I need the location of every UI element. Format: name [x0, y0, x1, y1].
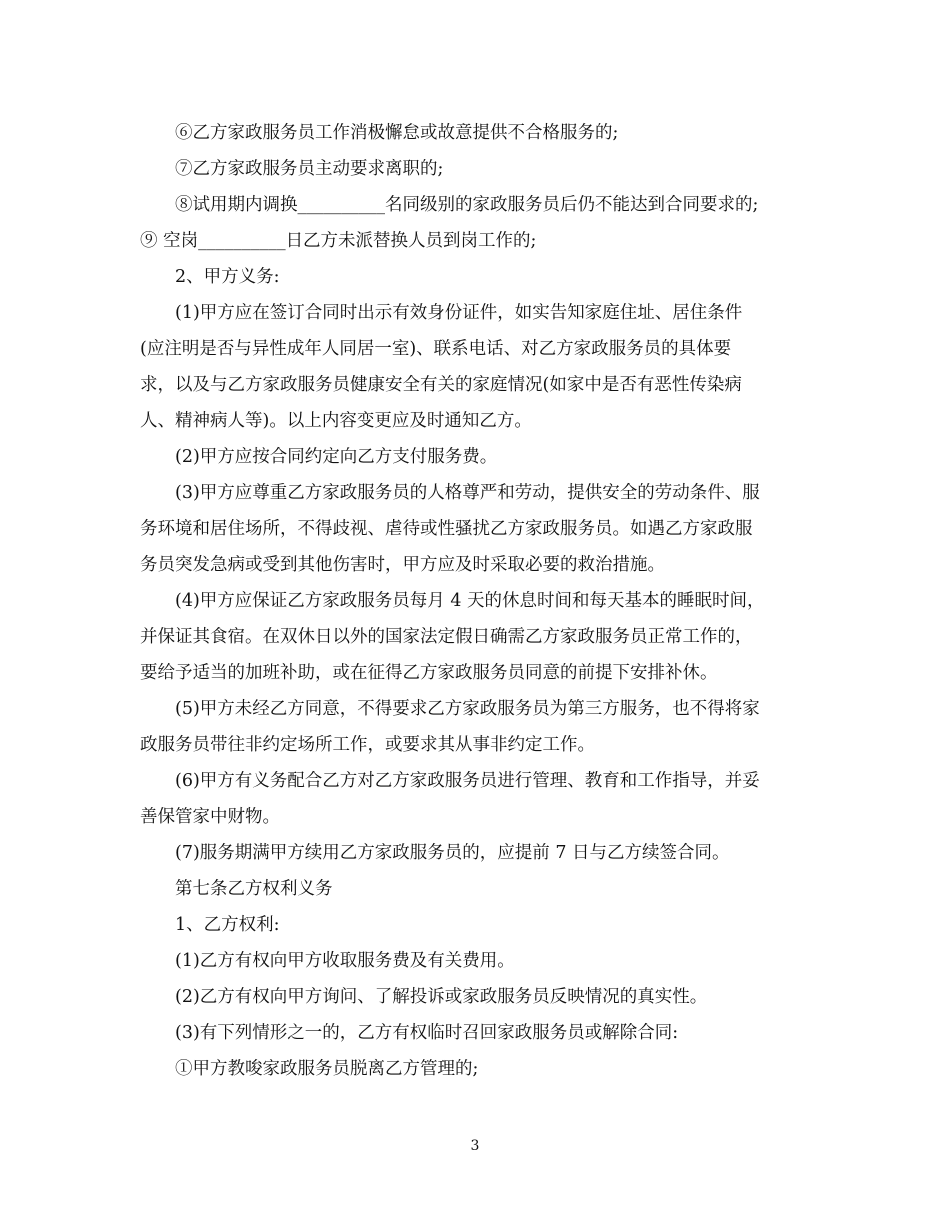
text-line: 第七条乙方权利义务: [175, 879, 333, 899]
text-line: (2)乙方有权向甲方询问、了解投诉或家政服务员反映情况的真实性。: [175, 987, 708, 1007]
document-body: [140, 115, 810, 1087]
text-line: (1)乙方有权向甲方收取服务费及有关费用。: [175, 951, 515, 971]
text-line: (4)甲方应保证乙方家政服务员每月 4 天的休息时间和每天基本的睡眠时间，: [175, 591, 765, 611]
text-line: 2、甲方义务:: [175, 267, 280, 287]
text-line: (6)甲方有义务配合乙方对乙方家政服务员进行管理、教育和工作指导，并妥: [175, 771, 760, 791]
text-line: 人、精神病人等)。以上内容变更应及时通知乙方。: [140, 411, 532, 431]
text-line: 务环境和居住场所，不得歧视、虐待或性骚扰乙方家政服务员。如遇乙方家政服: [140, 519, 753, 539]
text-line: (7)服务期满甲方续用乙方家政服务员的，应提前 7 日与乙方续签合同。: [175, 843, 730, 863]
text-line: (1)甲方应在签订合同时出示有效身份证件，如实告知家庭住址、居住条件: [175, 303, 743, 323]
text-line: (3)甲方应尊重乙方家政服务员的人格尊严和劳动，提供安全的劳动条件、服: [175, 483, 760, 503]
text-line: 并保证其食宿。在双休日以外的国家法定假日确需乙方家政服务员正常工作的，: [140, 627, 753, 647]
text-line: 要给予适当的加班补助，或在征得乙方家政服务员同意的前提下安排补休。: [140, 663, 718, 683]
text-line: ⑨ 空岗__________日乙方未派替换人员到岗工作的;: [140, 231, 537, 251]
text-line: 政服务员带往非约定场所工作，或要求其从事非约定工作。: [140, 735, 595, 755]
text-line: (应注明是否与异性成年人同居一室)、联系电话、对乙方家政服务员的具体要: [140, 339, 732, 359]
text-line: ⑧试用期内调换__________名同级别的家政服务员后仍不能达到合同要求的;: [175, 195, 759, 215]
text-line: (2)甲方应按合同约定向乙方支付服务费。: [175, 447, 498, 467]
page-number: 3: [470, 1138, 480, 1154]
text-line: 求，以及与乙方家政服务员健康安全有关的家庭情况(如家中是否有恶性传染病: [140, 375, 742, 395]
text-line: (5)甲方未经乙方同意，不得要求乙方家政服务员为第三方服务，也不得将家: [175, 699, 760, 719]
text-line: (3)有下列情形之一的，乙方有权临时召回家政服务员或解除合同:: [175, 1023, 679, 1043]
text-line: ①甲方教唆家政服务员脱离乙方管理的;: [175, 1059, 479, 1079]
text-line: 善保管家中财物。: [140, 807, 280, 827]
text-line: ⑥乙方家政服务员工作消极懈怠或故意提供不合格服务的;: [175, 123, 619, 143]
text-line: ⑦乙方家政服务员主动要求离职的;: [175, 159, 444, 179]
text-line: 1、乙方权利:: [175, 915, 280, 935]
text-line: 务员突发急病或受到其他伤害时，甲方应及时采取必要的救治措施。: [140, 555, 665, 575]
